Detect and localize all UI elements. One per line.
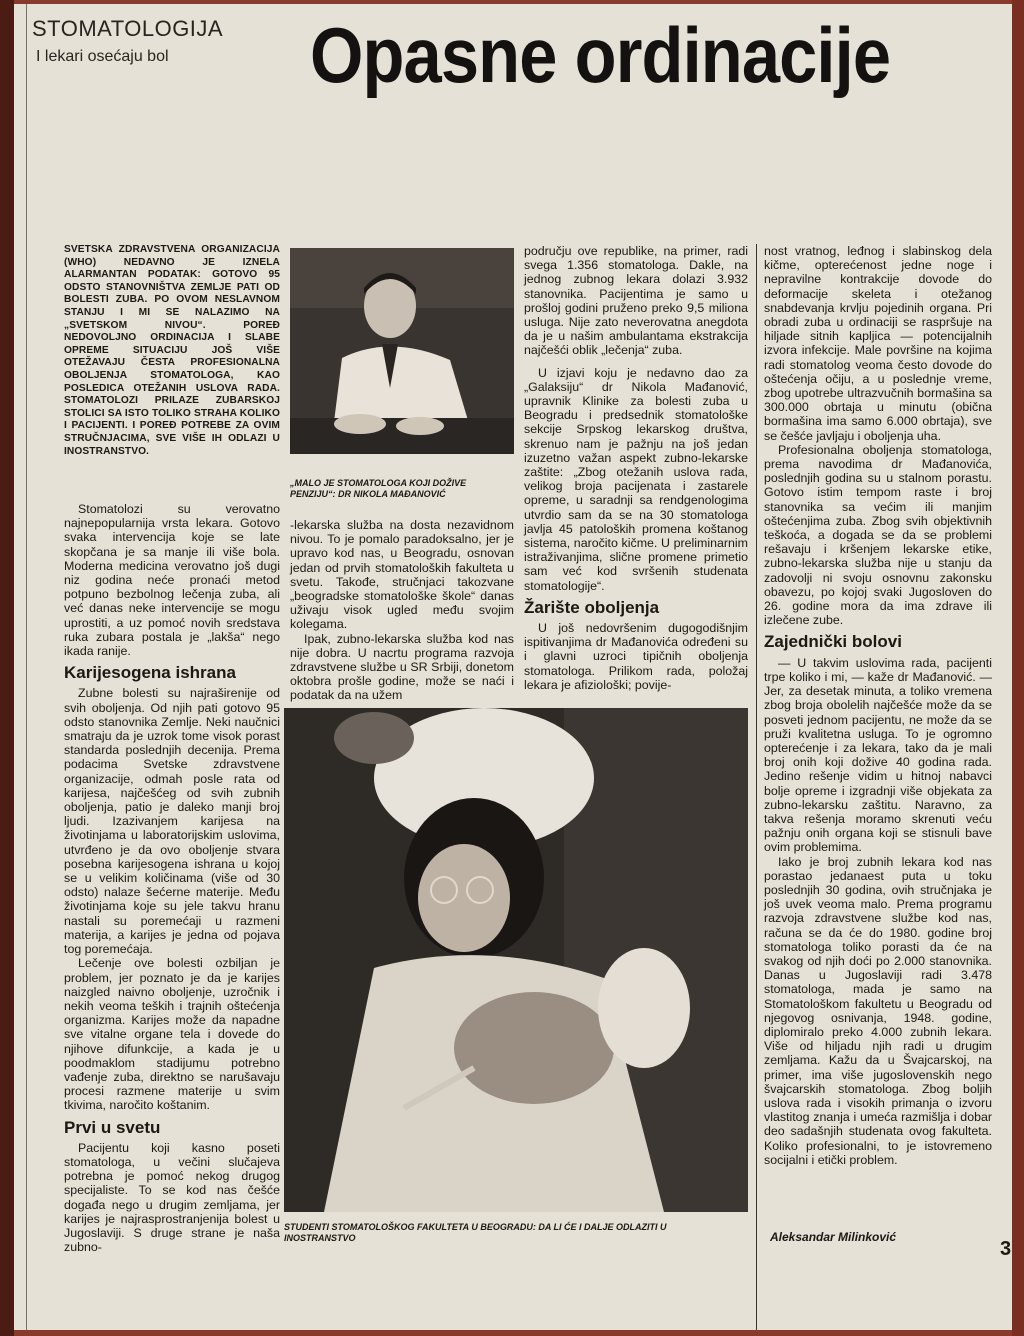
lead-paragraph: SVETSKA ZDRAVSTVENA ORGANIZACIJA (WHO) NEDAVNO JE IZNELA ALARMANTAN PODATAK: GOTOVO 95 ODSTO STANOVNIŠTVA ZEMLJE PATI OD BOLESTI ZUBA. PO OVOM NESLAVNOM STANJU I MI SE NALAZIMO NA „SVETSKOM NIVOU“. POREĐ NEDOVOLJNO ORDINACIJA I SLABE OPREME SITUACIJU JOŠ VIŠE OTEŽAVAJU ČESTA PROFESIONALNA OBOLJENJA STOMATOLOGA, KAO POSLEDICA OTEŽANIH USLOVA RADA. STOMATOLOZI PRILAZE ZUBARSKOJ STOLICI SA ISTO TOLIKO STRAHA KOLIKO I PACIJENTI. I POREĐ POTREBE ZA OVIM STRUČNJACIMA, SVE VIŠE IH ODLAZI U INOSTRANSTVO. — [64, 244, 280, 457]
column-4 — [764, 244, 992, 1167]
column-3 — [524, 244, 748, 692]
col3-paragraph: području ove republike, na primer, radi svega 1.356 stomatologa. Dakle, na jednog zubnog lekara dolazi 3.932 stanovnika. Pacijentima je samo u prošloj godini pruženo preko 9,5 miliona usluga. Nije zato neverovatna anegdota da je u našim ambulantama ekstrakcija najčešći oblik „lečenja“ zuba. — [524, 244, 748, 358]
deck-line: I lekari osećaju bol — [36, 48, 169, 65]
col2-paragraph: -lekarska služba na dosta nezavidnom nivou. To je pomalo paradoksalno, jer je upravo kod nas, u Beogradu, osnovan jedan od prvih stomatoloških fakulteta u svetu. Takođe, stručnjaci takozvane „beogradske stomatološke škole“ danas uživaju visok ugled među svojim kolegama. — [290, 518, 514, 632]
subhead-zariste: Žarište oboljenja — [524, 597, 660, 617]
col2-paragraph: Ipak, zubno-lekarska služba kod nas nije dobra. U nacrtu programa razvoja zdravstvene službe u SR Srbiji, donetom oktobra prošle godine, može se naći i podatak da na užem — [290, 631, 514, 703]
column-divider — [756, 244, 757, 1330]
portrait-caption: „MALO JE STOMATOLOGA KOJI DOŽIVE PENZIJU“: DR NIKOLA MAĐANOVIĆ — [290, 478, 467, 499]
section-label: STOMATOLOGIJA — [32, 16, 224, 41]
subhead-karijesogena: Karijesogena ishrana — [64, 663, 236, 683]
students-caption: STUDENTI STOMATOLOŠKOG FAKULTETA U BEOGRADU: DA LI ĆE I DALJE ODLAZITI U INOSTRANSTVO — [284, 1222, 667, 1243]
page-edge — [1012, 0, 1024, 1336]
col4-paragraph: — U takvim uslovima rada, pacijenti trpe koliko i mi, — kaže dr Mađanović. — Jer, za desetak minuta, a toliko vremena zbog broja obolelih najčešće može da se posveti jednom pacijentu, ne može da se pruži kvalitetna usluga. To je ogromno opterećenje i za lekara, tako da je mali broj onih koji doživе 40 godina rada. Jedino rešenje vidim u hitnoj nabavci bolje opreme i izgradnji više objekata za zubno-lekarsku zaštitu. Naravno, za takva rešenja moramo skrenuti veću pažnju onih organa koji se stisnuli bave ovim problemima. — [764, 655, 992, 855]
col1-paragraph: Stomatolozi su verovatno najnepopularnija vrsta lekara. Gotovo svaka intervencija koje se late skopčana je sa manje ili više bola. Moderna medicina verovatno još dugi niz godina neće pronaći metod potpuno bezbolnog lečenja zuba, ali već danas neke intervencije se mogu uprostiti, a uz pomoć novih sredstava ruka zubara postala je „lakša“ nego ikada ranije. — [64, 502, 280, 659]
portrait-image — [290, 248, 514, 454]
col4-paragraph: Iako je broj zubnih lekara kod nas porastao jedanaest puta u toku poslednjih 30 godina, ovih stručnjaka je još uvek veoma malo. Prema programu razvoja zdravstvene službe kod nas, računa se da će do 1980. godine broj stomatologa toliko porasti da će na svakog od njih doći po 2.000 stanovnika. Danas u Jugoslaviji radi 3.478 stomatologa, mada je samo na Stomatološkom fakultetu u Beogradu od njegovog osnivanja, 1948. godine, diplomiralo preko 4.000 zubnih lekara. Više od hiljadu njih radi u drugim zemljama. Kažu da u Švajcarskoj, na primer, ima više jugoslovenskih nego švajcarskih stomatologa. Zbog boljih uslova rada i visokih primanja o izvoru vlastitog znanja i umeća razmišlja i dobar deo sadašnjih studenata ovog fakulteta. Koliko profesionalni, to je istovremeno socijalni i etički problem. — [764, 854, 992, 1167]
headline: Opasne ordinacije — [310, 11, 891, 99]
magazine-page — [14, 4, 1012, 1330]
page-number: 3 — [1000, 1238, 1012, 1260]
binding-spine — [0, 0, 14, 1336]
students-photo — [284, 708, 748, 1212]
byline: Aleksandar Milinković — [770, 1230, 897, 1244]
col3-paragraph: U još nedovršenim dugogodišnjim ispitivanjima dr Mađanovića određeni su i glavni uzroci tipičnih oboljenja stomatologa. Prilikom rada, položaj lekara je afiziološki; povije- — [524, 621, 748, 692]
subhead-prvi-u-svetu: Prvi u svetu — [64, 1117, 161, 1137]
column-2 — [290, 518, 514, 703]
portrait-photo — [290, 248, 514, 454]
subhead-zajednicki: Zajednički bolovi — [764, 632, 902, 652]
col3-paragraph: U izjavi koju je nedavno dao za „Galaksiju“ dr Nikola Mađanović, upravnik Klinike za bolesti zuba u Beogradu i predsednik stomatološke sekcije Srpskog lekarskog društva, skrenuo nam je pažnju na još jedan izuzetno važan aspekt zubno-lekarske zaštite: „Zbog otežanih uslova rada, velikog broja pacijenata i zastarele opreme, u saradnji sa rendgenologima utvrdio sam da se na 30 stomatologa javlja 45 patoloških promena koštanog sistema, naročito kičme. U preliminarnim istraživanjima, slične promene primetio sam već kod svršenih studenata stomatologije“. — [524, 365, 748, 593]
col4-paragraph: Profesionalna oboljenja stomatologa, prema navodima dr Mađanovića, poslednjih godina su u stalnom porastu. Gotovo istim tempom raste i broj stanovnika sa većim ili manjim oštećenjima zuba. Zbog svih objektivnih teškoća, a dogada se da se problemi rešavaju i kršenjem lekarske etike, zubno-lekarska služba nije u stanju da zadovolji ni svoju osnovnu zakonsku obavezu, po kojoj svaki Jugosloven do 26. godine mora da ima zdrave ili izlečene zube. — [764, 442, 992, 628]
col1-paragraph: Lečenje ove bolesti ozbiljan je problem, jer poznato je da je karijes naizgled naivno oboljenje, uzročnik i nekih veoma teških i trajnih oštećenja organizma. Karijes može da napadne sve vitalne organe tela i dovede do njihove difunkcije, a kada je u poodmaklom stadijumu potrebno vađenje zuba, direktno se narušavaju procesi razmene materije u svim tkivima, naročito koštanim. — [64, 956, 280, 1113]
col1-paragraph: Pacijentu koji kasno poseti stomatologa, u večini slučajeva potrebna je pomoć nekog drugog specijaliste. To se kod nas češće događa nego u drugim zemljama, jer karijes je najrasprostranjenija bolest u Jugoslaviji. S druge strane je naša zubno- — [64, 1140, 280, 1255]
col1-paragraph: Zubne bolesti su najraširenije od svih oboljenja. Od njih pati gotovo 95 odsto stanovnika Zemlje. Neki naučnici smatraju da je uzrok tome visok porast standarda poslednjih decenija. Prema podacima Svetske zdravstvene organizacije, odmah posle rata od karijesa, najčešćeg od svih zubnih oboljenja, patio je daleko manji broj ljudi. Izazivanjem karijesa na životinjama u laboratorijskim uslovima, utvrđeno je da ovo oboljenje stvara posebna karijesogena ishrana u kojoj se u velikim količinama (više od 30 odsto) nalaze šećerne materije. Među životinjama koje su jele takvu hranu nastali su poremećaji u razmeni materija, a karijes je jedna od pojava tog poremećaja. — [64, 686, 280, 957]
col4-paragraph: nost vratnog, leđnog i slabinskog dela kičme, opterećenost jedne noge i nepravilne kontrakcije dovode do deformacije skeleta i otežanog snabdevanja krvlju pojedinih organa. Pri obradi zuba u ordinaciji se raspršuje na hiljade sitnih kapljica — potencijalnih izvora infekcije. Male površine na kojima radi stomatolog veoma često dovode do oštećenja očiju, a u poslednje vreme, zbog upotrebe ultrazvučnih bormašina sa 300.000 obrtaja u minutu (obična bormašina ima samo 6.000 obrtaja), sve se češće javljaju i oboljenja uha. — [764, 244, 992, 443]
margin-rule — [26, 4, 27, 1330]
column-1 — [64, 502, 280, 1254]
students-image — [284, 708, 748, 1212]
